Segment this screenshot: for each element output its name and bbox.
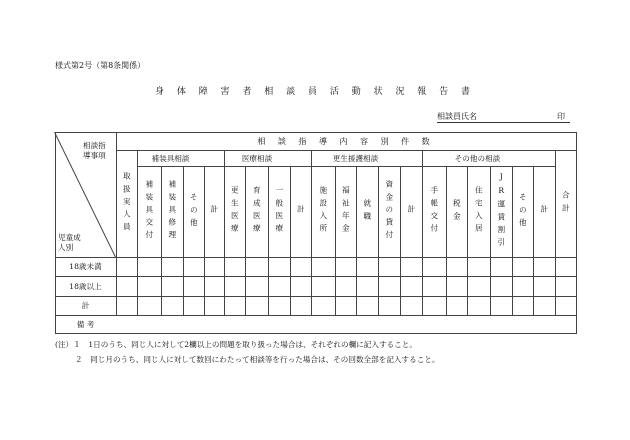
row-label-text: 計 [81,301,90,310]
data-cell[interactable] [379,258,400,276]
column-header-text: 住宅入居 [474,186,484,237]
signer-field[interactable] [437,111,565,122]
data-cell[interactable] [162,258,183,276]
column-header [490,166,512,257]
data-cell[interactable] [556,297,576,315]
data-cell[interactable] [117,258,137,276]
data-cell[interactable] [117,297,137,315]
table-rule [55,333,577,334]
data-cell[interactable] [447,297,467,315]
data-cell[interactable] [246,277,268,296]
data-cell[interactable] [401,277,422,296]
data-cell[interactable] [491,297,512,315]
signer-label: 相談員氏名 [437,112,477,121]
data-cell[interactable] [117,277,137,296]
data-cell[interactable] [357,297,378,315]
column-header [467,166,490,257]
column-header [533,166,555,257]
data-cell[interactable] [401,297,422,315]
data-cell[interactable] [336,277,356,296]
data-cell[interactable] [357,258,378,276]
column-header [422,166,446,257]
column-header-text: 就職 [362,198,372,225]
data-cell[interactable] [269,258,290,276]
data-cell[interactable] [534,277,555,296]
column-header [356,166,378,257]
data-cell[interactable] [379,297,400,315]
row-label-text: 18歳未満 [69,262,102,271]
column-header [161,166,183,257]
data-cell[interactable] [491,258,512,276]
column-header-text: 取扱実人員 [122,172,132,235]
data-cell[interactable] [534,297,555,315]
table-rule [576,132,577,333]
column-header-text: その他 [189,192,199,231]
document-title: 身 体 障 害 者 相 談 員 活 動 状 況 報 告 書 [154,87,476,97]
data-cell[interactable] [138,277,161,296]
data-cell[interactable] [269,277,290,296]
data-cell[interactable] [205,297,224,315]
data-cell[interactable] [423,297,446,315]
corner-bottom-label: 児童成人別 [58,233,81,252]
row-label-text: 18歳以上 [69,281,102,291]
data-cell[interactable] [246,297,268,315]
data-cell[interactable] [312,277,335,296]
data-cell[interactable] [468,297,490,315]
data-cell[interactable] [447,277,467,296]
data-cell[interactable] [138,297,161,315]
data-cell[interactable] [205,258,224,276]
data-cell[interactable] [162,297,183,315]
row-label-text: 備 考 [76,319,95,329]
column-header-text: 資金の貸付 [384,180,394,243]
column-header-text: 手帳交付 [429,186,439,237]
column-header-text: 計 [209,205,219,218]
corner-top-label: 相談指導事項 [83,141,106,160]
row-label [55,296,116,315]
main-header [116,132,576,150]
data-cell[interactable] [556,258,576,276]
row-label [55,315,116,333]
data-cell[interactable] [225,277,245,296]
data-cell[interactable] [312,297,335,315]
data-cell[interactable] [513,297,533,315]
column-header-text: 計 [539,205,549,218]
column-header-text: 一般医療 [274,186,284,237]
column-header-text: JR運賃割引 [496,172,506,251]
note-1: (注）１ 1日のうち、同じ人に対して2欄以上の問題を取り扱った場合は、それぞれの欄に記入すること。 [55,340,417,349]
data-cell[interactable] [291,297,311,315]
data-cell[interactable] [291,277,311,296]
data-cell[interactable] [336,297,356,315]
data-cell[interactable] [491,277,512,296]
data-cell[interactable] [312,258,335,276]
column-header [137,166,161,257]
column-header [378,166,400,257]
data-cell[interactable] [184,277,204,296]
data-cell[interactable] [246,258,268,276]
column-header-text: 計 [406,205,416,218]
row-label [55,276,116,296]
data-cell[interactable] [357,277,378,296]
seal-mark: 印 [557,112,565,121]
column-header [224,166,245,257]
column-header-text: その他 [518,192,528,231]
group-header [311,150,400,166]
data-cell[interactable] [184,258,204,276]
group-header-text: その他の相談 [454,153,501,163]
data-cell[interactable] [468,277,490,296]
column-header [555,150,576,257]
data-cell[interactable] [225,258,245,276]
data-cell[interactable] [513,258,533,276]
column-header [245,166,268,257]
group-header [224,150,290,166]
data-cell[interactable] [205,277,224,296]
form-number: 様式第2号（第8条関係） [55,61,146,70]
data-cell[interactable] [138,258,161,276]
column-header [335,166,356,257]
data-cell[interactable] [556,277,576,296]
signature-line [437,122,570,123]
column-header [446,166,467,257]
column-header [204,166,224,257]
column-header-text: 合計 [561,190,571,217]
data-cell[interactable] [336,258,356,276]
data-cell[interactable] [162,277,183,296]
data-cell[interactable] [447,258,467,276]
group-header [137,150,204,166]
group-header-text: 更生援護相談 [332,153,379,163]
column-header-text: 税金 [452,198,462,225]
column-header-text: 補装具交付 [144,180,154,243]
column-header-text: 計 [296,205,306,218]
column-header-text: 施設入所 [318,186,328,237]
column-header-text: 福祉年金 [341,186,351,237]
column-header [268,166,290,257]
data-cell[interactable] [513,277,533,296]
column-header [183,166,204,257]
data-cell[interactable] [468,258,490,276]
data-cell[interactable] [269,297,290,315]
data-cell[interactable] [291,258,311,276]
row-label [55,257,116,276]
data-cell[interactable] [423,277,446,296]
data-cell[interactable] [225,297,245,315]
column-header [512,166,533,257]
remarks-cell[interactable] [117,316,576,333]
group-header-text: 医療相談 [241,153,273,163]
main-header-text: 相 談 指 導 内 容 別 件 数 [257,136,435,146]
column-header-text: 更生医療 [230,186,240,237]
column-header [311,166,335,257]
column-header [116,150,137,257]
data-cell[interactable] [401,258,422,276]
group-header [422,150,533,166]
data-cell[interactable] [423,258,446,276]
column-header [400,166,422,257]
column-header-text: 補装具修理 [167,180,177,243]
column-header [290,166,311,257]
data-cell[interactable] [379,277,400,296]
note-2: ２ 同じ月のうち、同じ人に対して数回にわたって相談等を行った場合は、その回数全部を記入すること。 [75,355,440,364]
data-cell[interactable] [184,297,204,315]
column-header-text: 育成医療 [252,186,262,237]
group-header-text: 補装具相談 [151,153,190,163]
data-cell[interactable] [534,258,555,276]
